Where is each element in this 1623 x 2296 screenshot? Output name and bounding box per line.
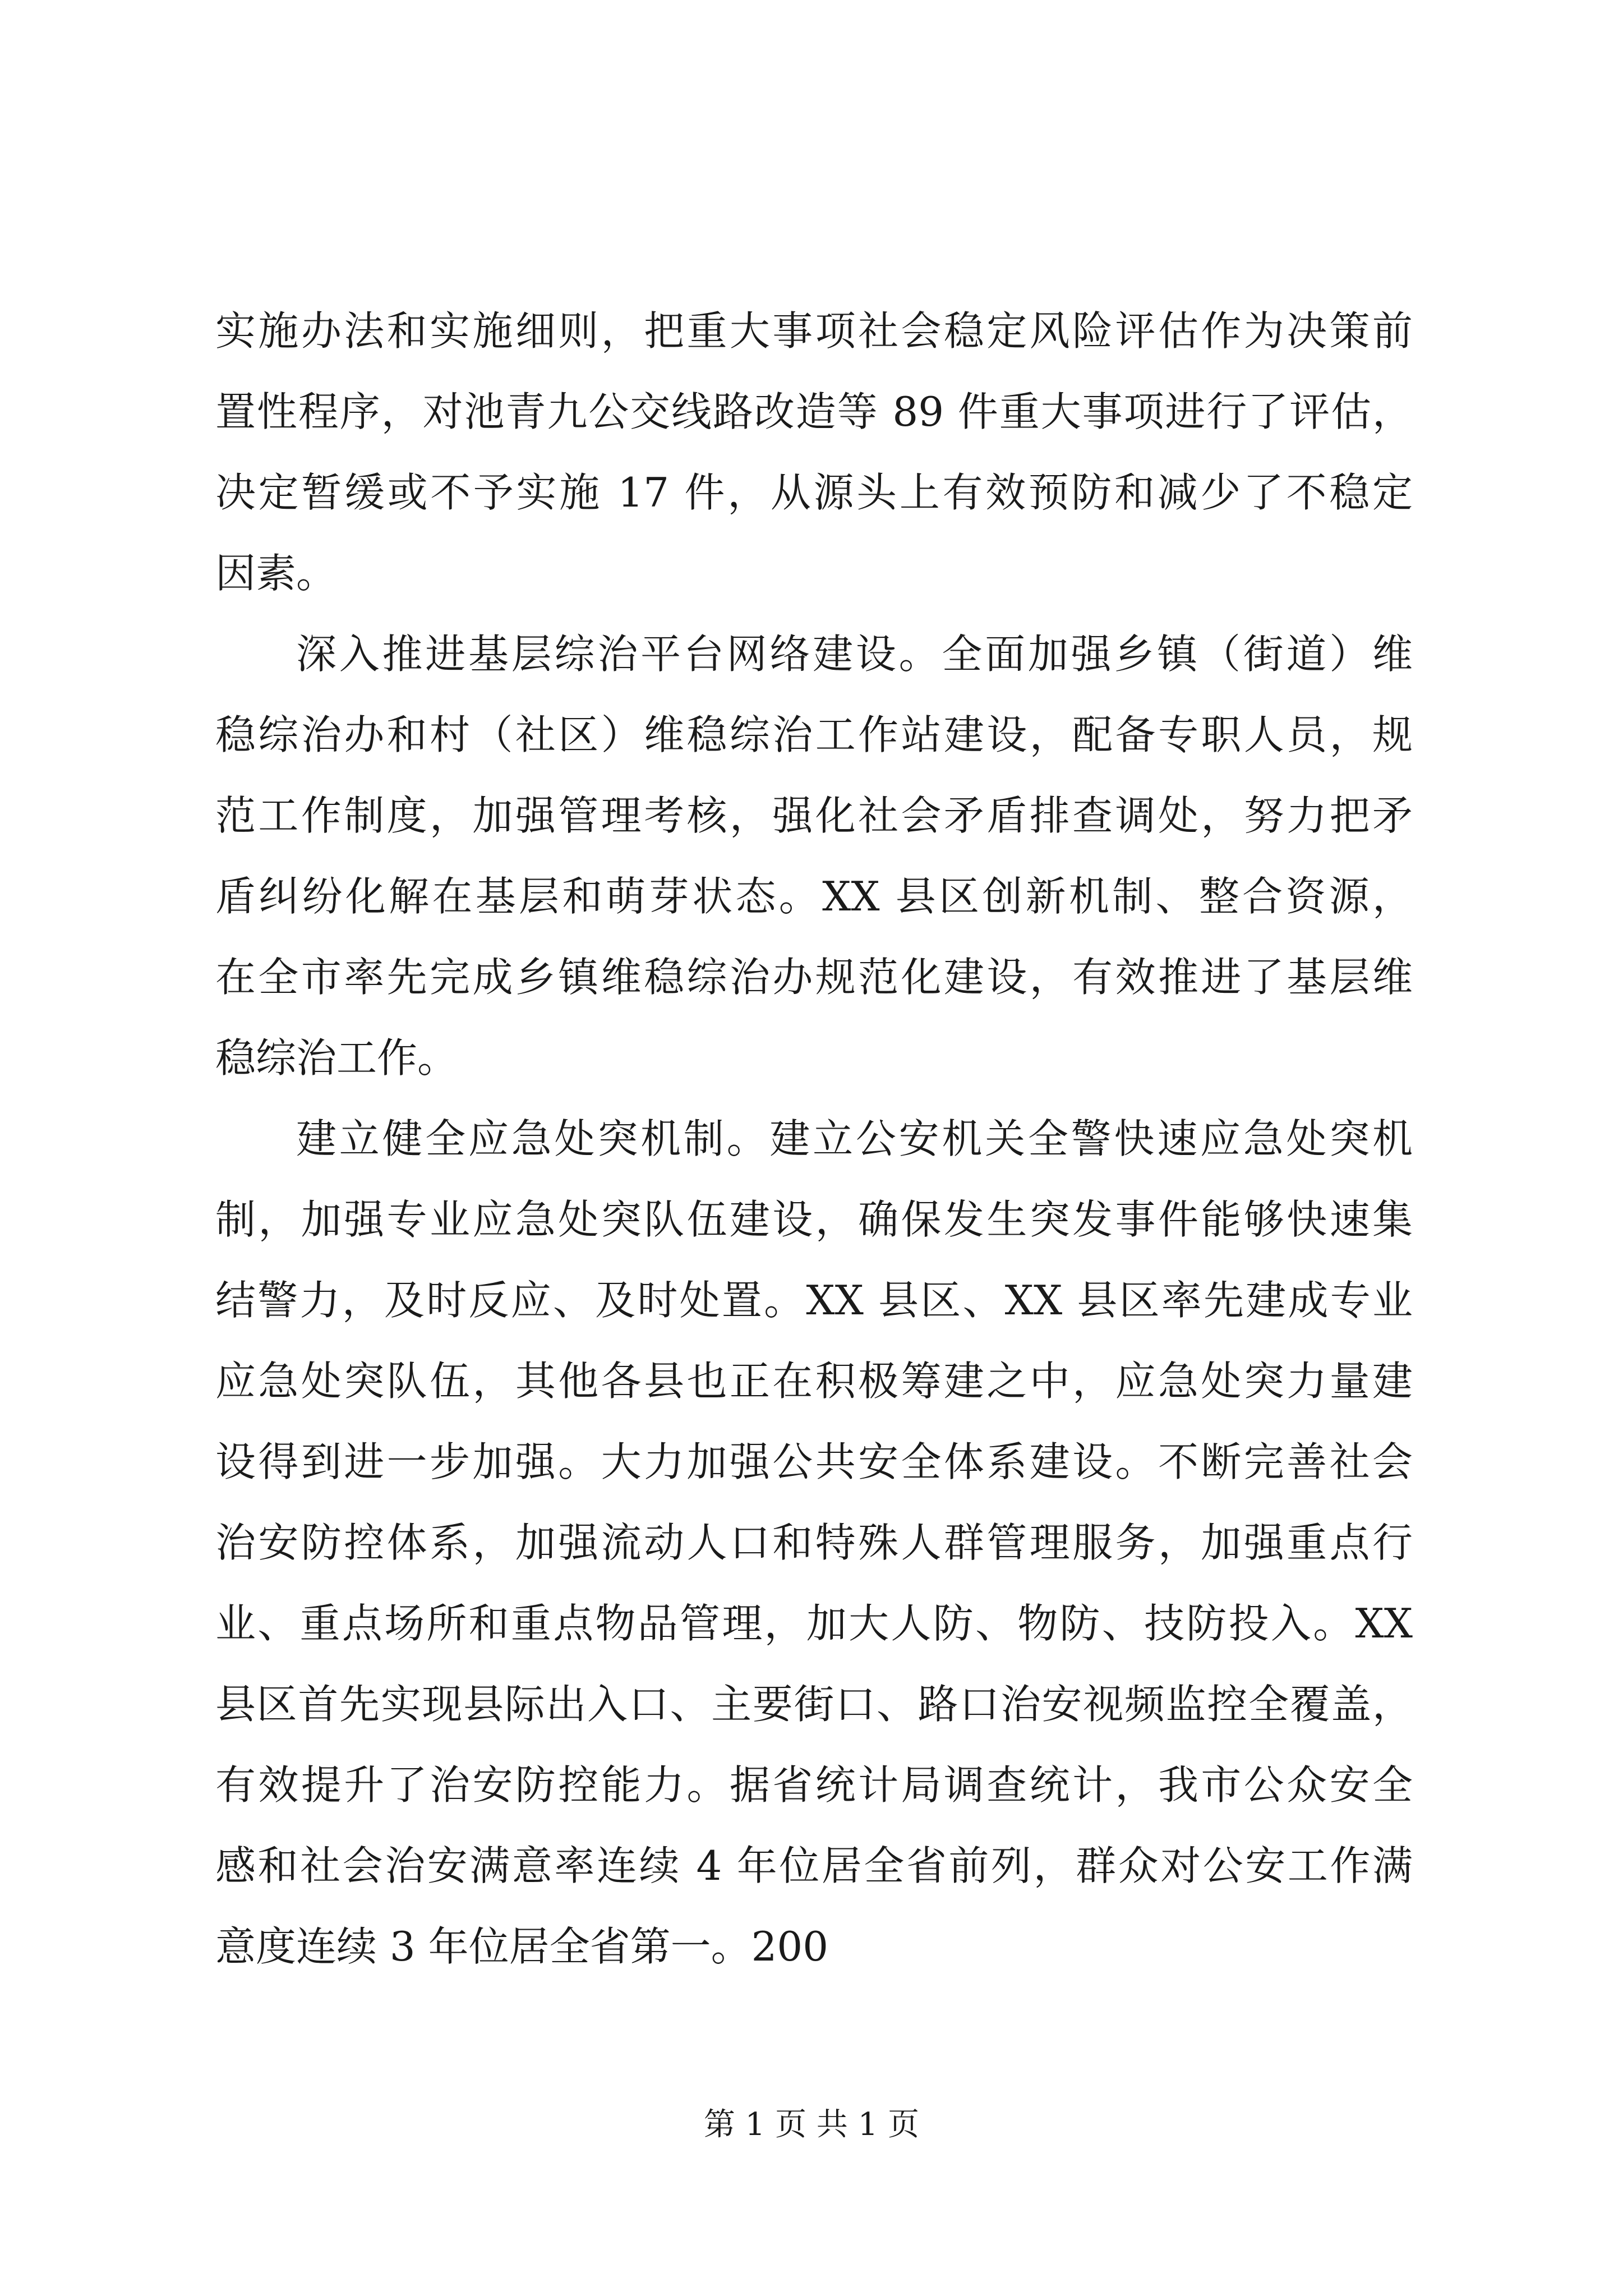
text-line: 治安防控体系，加强流动人口和特殊人群管理服务，加强重点行 bbox=[215, 1519, 1413, 1566]
text-line: 应急处突队伍，其他各县也正在积极筹建之中，应急处突力量建 bbox=[215, 1358, 1413, 1405]
text-line: 感和社会治安满意率连续 4 年位居全省前列，群众对公安工作满 bbox=[215, 1842, 1413, 1889]
text-line: 业、重点场所和重点物品管理，加大人防、物防、技防投入。XX bbox=[215, 1600, 1413, 1647]
text-line: 意度连续 3 年位居全省第一。200 bbox=[215, 1923, 829, 1970]
text-line: 范工作制度，加强管理考核，强化社会矛盾排查调处，努力把矛 bbox=[215, 792, 1413, 839]
text-line: 稳综治工作。 bbox=[215, 1034, 458, 1082]
text-line: 县区首先实现县际出入口、主要街口、路口治安视频监控全覆盖， bbox=[215, 1681, 1413, 1728]
text-line: 实施办法和实施细则，把重大事项社会稳定风险评估作为决策前 bbox=[215, 307, 1413, 355]
paragraph-first-line: 建立健全应急处突机制。建立公安机关全警快速应急处突机 bbox=[296, 1115, 1413, 1162]
text-line: 盾纠纷化解在基层和萌芽状态。XX 县区创新机制、整合资源， bbox=[215, 873, 1413, 920]
text-line: 决定暂缓或不予实施 17 件，从源头上有效预防和减少了不稳定 bbox=[215, 469, 1413, 516]
text-line: 稳综治办和村（社区）维稳综治工作站建设，配备专职人员，规 bbox=[215, 711, 1413, 758]
text-line: 制，加强专业应急处突队伍建设，确保发生突发事件能够快速集 bbox=[215, 1196, 1413, 1243]
text-line: 设得到进一步加强。大力加强公共安全体系建设。不断完善社会 bbox=[215, 1438, 1413, 1485]
text-line: 在全市率先完成乡镇维稳综治办规范化建设，有效推进了基层维 bbox=[215, 954, 1413, 1001]
paragraph-first-line: 深入推进基层综治平台网络建设。全面加强乡镇（街道）维 bbox=[296, 631, 1413, 678]
text-line: 因素。 bbox=[215, 550, 337, 597]
document-body bbox=[215, 291, 1413, 1987]
page-footer bbox=[0, 2102, 1623, 2147]
text-line: 置性程序，对池青九公交线路改造等 89 件重大事项进行了评估， bbox=[215, 388, 1413, 435]
page-number: 第 1 页 共 1 页 bbox=[703, 2106, 920, 2143]
text-line: 结警力，及时反应、及时处置。XX 县区、XX 县区率先建成专业 bbox=[215, 1277, 1413, 1324]
text-line: 有效提升了治安防控能力。据省统计局调查统计，我市公众安全 bbox=[215, 1761, 1413, 1809]
